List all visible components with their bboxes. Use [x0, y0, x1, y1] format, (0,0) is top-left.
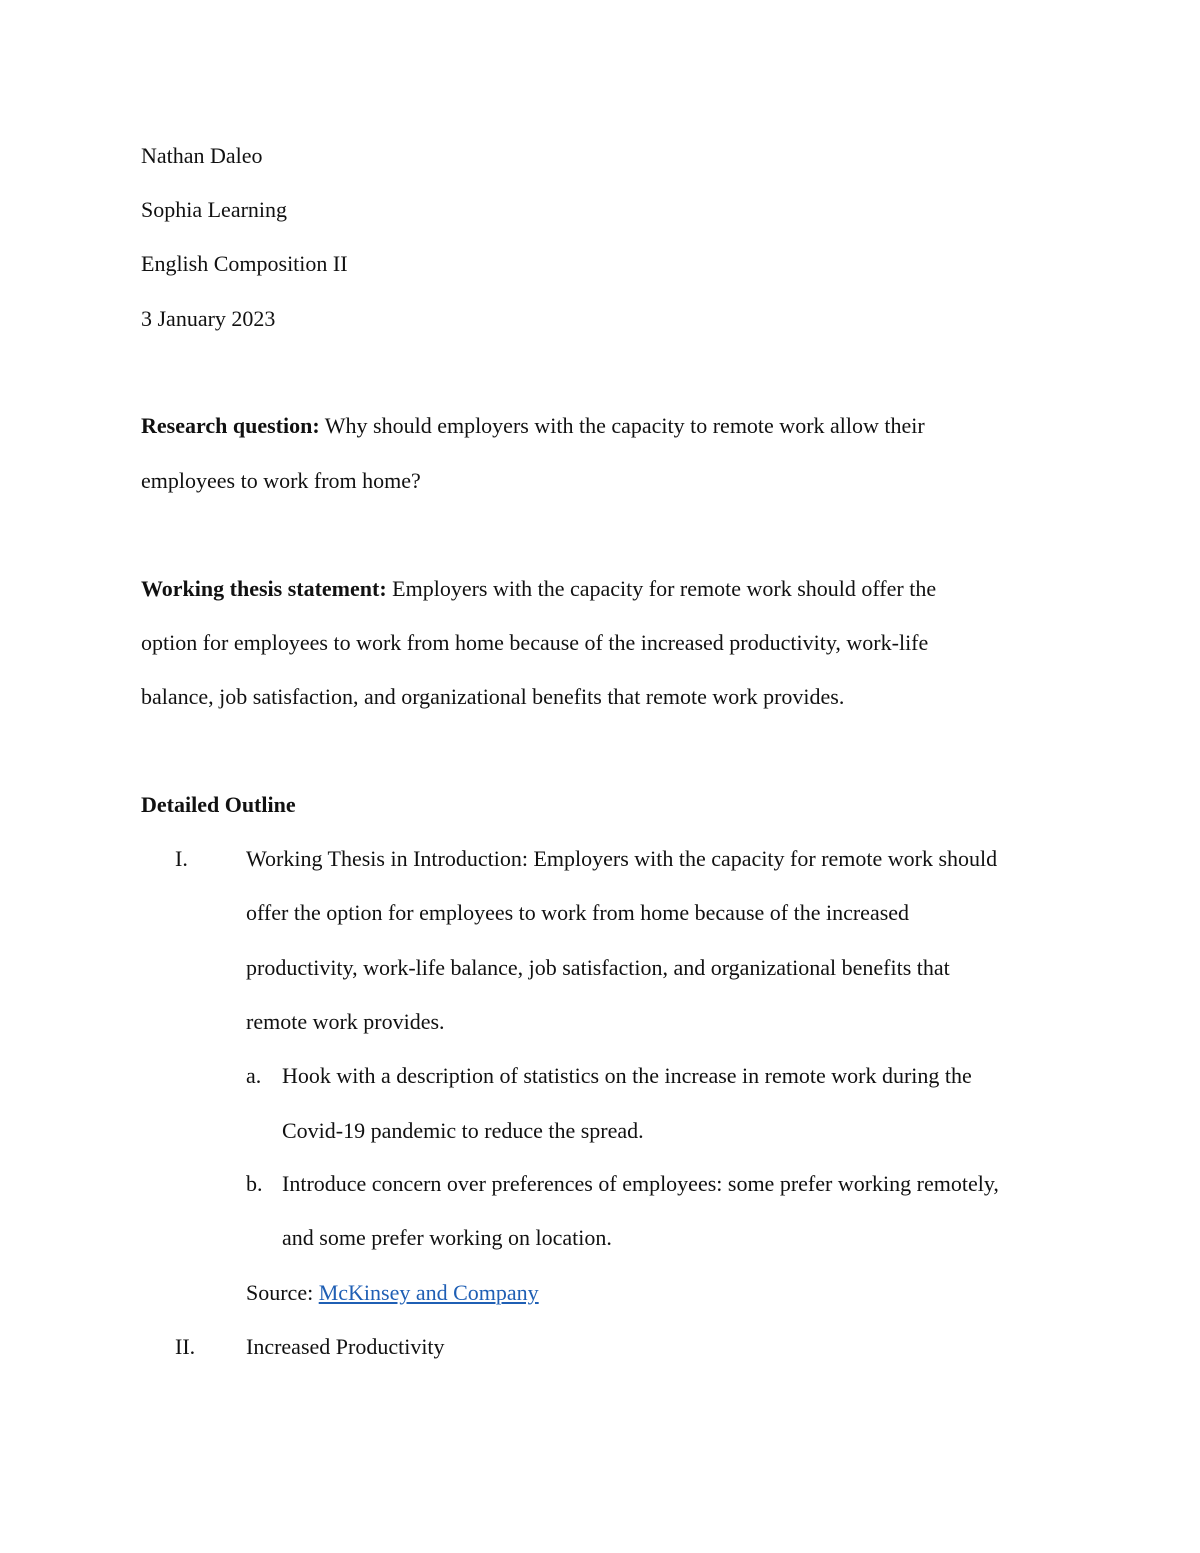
- research-question-line-2: employees to work from home?: [141, 468, 421, 493]
- source-label: Source:: [246, 1280, 319, 1305]
- thesis-text-1: Employers with the capacity for remote work should offer the: [386, 576, 937, 601]
- outline-heading: Detailed Outline: [141, 792, 296, 817]
- outline-subitem-a-line-2: Covid-19 pandemic to reduce the spread.: [282, 1118, 644, 1143]
- outline-item-1-line-2: offer the option for employees to work from home because of the increased: [246, 900, 910, 925]
- outline-item-2-line-1: Increased Productivity: [246, 1334, 445, 1359]
- outline-numeral-2: II.: [175, 1334, 196, 1359]
- outline-subitem-a-letter: a.: [246, 1063, 262, 1088]
- outline-item-1-line-3: productivity, work-life balance, job satisfaction, and organizational benefits that: [246, 955, 950, 980]
- document-date: 3 January 2023: [141, 306, 276, 331]
- outline-item-1-line-1: Working Thesis in Introduction: Employers with the capacity for remote work should: [246, 846, 998, 871]
- outline-subitem-b-letter: b.: [246, 1171, 263, 1196]
- source-line: [246, 1278, 539, 1308]
- course-name: English Composition II: [141, 251, 348, 276]
- outline-subitem-b-line-2: and some prefer working on location.: [282, 1225, 612, 1250]
- thesis-label: Working thesis statement:: [141, 576, 387, 601]
- source-link-mckinsey[interactable]: McKinsey and Company: [318, 1280, 539, 1305]
- thesis-line-2: option for employees to work from home because of the increased productivity, work-life: [141, 630, 929, 655]
- research-question-label: Research question:: [141, 413, 320, 438]
- thesis-line-3: balance, job satisfaction, and organizational benefits that remote work provides.: [141, 684, 845, 709]
- outline-item-1-line-4: remote work provides.: [246, 1009, 445, 1034]
- research-question-text-1: Why should employers with the capacity to remote work allow their: [319, 413, 925, 438]
- outline-numeral-1: I.: [175, 846, 188, 871]
- author-name: Nathan Daleo: [141, 143, 263, 168]
- outline-subitem-a-line-1: Hook with a description of statistics on the increase in remote work during the: [282, 1063, 972, 1088]
- outline-subitem-b-line-1: Introduce concern over preferences of employees: some prefer working remotely,: [282, 1171, 999, 1196]
- research-question-line-1: [141, 411, 925, 441]
- thesis-line-1: [141, 574, 936, 604]
- institution: Sophia Learning: [141, 197, 288, 222]
